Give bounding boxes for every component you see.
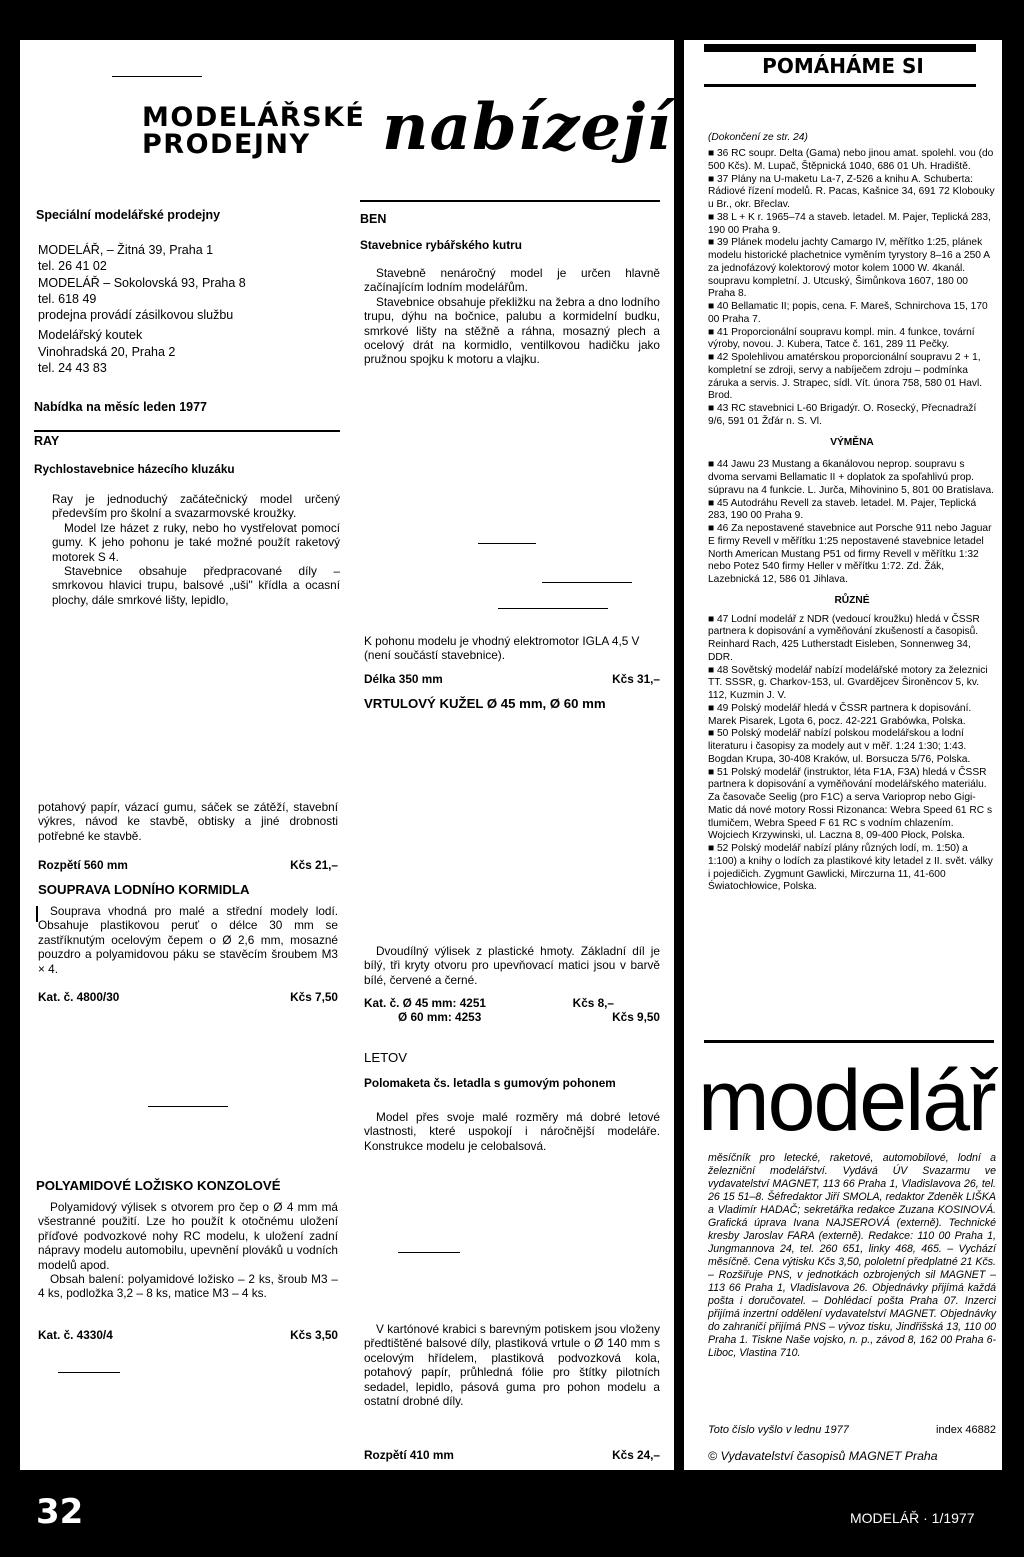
kormidla-cat: Kat. č. 4800/30 — [38, 990, 120, 1004]
ad-text: 36 RC soupr. Delta (Gama) nebo jinou amat. spolehl. vou (do 500 Kčs). M. Lupač, Štěpnická 1040, 686 01 Uh. Hradiště. — [708, 148, 994, 172]
ray-text-cont: potahový papír, vázací gumu, sáček se zátěží, stavební výkres, návod ke stavbě, obtisky a jiné drobnosti potřebné ke stavbě. — [38, 800, 338, 843]
ad-text: 37 Plány na U-maketu La-7, Z-526 a knihu A. Schuberta: Rádiové řízení modelů. R. Pacas, Kašnice 34, 691 72 Klobouky u Br., okr. Břeclav. — [708, 173, 995, 210]
ad-item: ■ 49 Polský modelář hledá v ČSSR partnera k dopisování. Marek Pisarek, Lgota 6, pocz. 42-221 Grabówka, Polska. — [708, 702, 972, 727]
kuzel-cat: Ø 60 mm: 4253 — [398, 1010, 482, 1025]
ray-para: Ray je jednoduchý začátečnický model určený především pro školní a svazarmovské kroužky. — [52, 492, 340, 521]
shop-line: MODELÁŘ, – Žitná 39, Praha 1 — [38, 243, 214, 257]
magazine-issue: MODELÁŘ · 1/1977 — [850, 1510, 975, 1526]
ad-text: 48 Sovětský modelář nabízí modelářské motory za železnici TT. SSSR, g. Charkov-153, ul. Gvardějcev Široněncov 5, kv. 112, Kuzmin J. V. — [708, 664, 988, 701]
ray-price: Kčs 21,– — [290, 858, 338, 872]
ray-span: Rozpětí 560 mm — [38, 858, 128, 872]
lozisko-text — [38, 1200, 338, 1301]
ad-text: 49 Polský modelář hledá v ČSSR partnera k dopisování. Marek Pisarek, Lgota 6, pocz. 42-221 Grabówka, Polska. — [708, 702, 972, 727]
ad-text: 44 Jawu 23 Mustang a 6kanálovou neprop. soupravu s dvoma servami Bellamatic II + doplatok za spoľahlivú prop. súpravu na 4 funkcie. L. Jurča, Mihovinino 5, 801 00 Bratislava. — [708, 459, 994, 496]
kuzel-price: Kčs 9,50 — [612, 1010, 660, 1025]
letov-span: Rozpětí 410 mm — [364, 1448, 454, 1462]
letov-title: LETOV — [364, 1050, 408, 1065]
shop-line: prodejna provádí zásilkovou službu — [38, 308, 234, 322]
ad-text: 41 Proporcionální soupravu kompl. min. 4 funkce, tovární výroby, novou. J. Kubera, Tatce č. 161, 289 11 Pečky. — [708, 326, 975, 351]
header-script: nabízejí — [382, 90, 672, 165]
ben-motor-text: K pohonu modelu je vhodný elektromotor IGLA 4,5 V (není součástí stavebnice). — [364, 634, 640, 663]
shop-line: MODELÁŘ – Sokolovská 93, Praha 8 — [38, 275, 246, 290]
ad-text: 39 Plánek modelu jachty Camargo IV, měřítko 1:25, plánek modelu historické plachetnice vyměním tyrystory 8–16 a 250 A za jednofázový kolektorový motor kolem 1000 W. 4kanál. soupravu kompletní. J. Utcuský, Šimůnkova 1607, 180 00 Praha 8. — [708, 237, 990, 300]
ray-para: Model lze házet z ruky, nebo ho vystřelovat pomocí gumy. K jeho pohonu je také možné použít raketový motorek S 4. — [52, 520, 340, 564]
ben-text — [364, 266, 660, 367]
ad-text: 46 Za nepostavené stavebnice aut Porsche 911 nebo Jaguar E firmy Revell v měřítku 1:25 nepostavené stavebnice letadel North American Mustang P51 od firmy Revell v měřítku 1:32 nebo Potez 540 firmy Heller v měřítku 1:72. Zd. Žák, Lazebnická 12, 586 01 Jihlava. — [708, 523, 992, 585]
lozisko-cat: Kat. č. 4330/4 — [38, 1328, 113, 1342]
ad-item: ■ 50 Polský modelář nabízí polskou modelářskou a lodní literaturu i časopisy za modely aut v měř. 1:24 1:30; 1:43. Bogdan Krupa, 30-408 Kraków, ul. Borsucza 5/76, Polska. — [708, 728, 971, 765]
kuzel-spec-row — [364, 1010, 660, 1024]
kormidla-text: Souprava vhodná pro malé a střední modely lodí. Obsahuje plastikovou peruť o délce 30 mm se zastříknutým ocelovým čepem o Ø 2,6 mm, mosazné pouzdro a polyamidovou páku se stavěcím šroubem M3 × 4. — [38, 904, 338, 976]
ben-subtitle: Stavebnice rybářského kutru — [360, 238, 522, 252]
header-title — [142, 104, 365, 158]
ad-text: 42 Spolehlivou amatérskou proporcionální soupravu 2 + 1, kompletní se zdroji, servy a nabíječem zdroju – podmínka záruka a servis. J. Strapec, sídl. Vít. února 758, 580 01 Havl. Brod. — [708, 352, 983, 402]
middle-top-rule — [360, 200, 660, 202]
ad-item: ■ 40 Bellamatic II; popis, cena. F. Mareš, Schnirchova 15, 170 00 Praha 7. — [708, 301, 988, 325]
letov-spec-row — [364, 1448, 660, 1462]
lozisko-spec-row — [38, 1328, 338, 1342]
lozisko-para: Obsah balení: polyamidové ložisko – 2 ks, šroub M3 – 4 ks, podložka 3,2 – 8 ks, matice M3 – 4 ks. — [38, 1271, 338, 1301]
kuzel-spec — [364, 996, 660, 1025]
kormidla-price: Kčs 7,50 — [290, 990, 338, 1004]
offer-heading: Nabídka na měsíc leden 1977 — [34, 400, 208, 414]
shops-heading: Speciální modelářské prodejny — [36, 208, 221, 222]
imprint-text: měsíčník pro letecké, raketové, automobilové, lodní a železniční modelářství. Vydává ÚV Svazarmu ve vydavatelství MAGNET, 113 66 Praha 1, Vladislavova 26, tel. 26 15 51–8. Šéfredaktor Jiří SMOLA, redaktor Zdeněk LIŠKA a Vladimír HADAČ; sekretářka redakce Zuzana KOSINOVÁ. Grafická úprava Ivana NAJSEROVÁ (externě). Technické kresby Jaroslav FARA (externě). Redakce: 110 00 Praha 1, Jungmannova 24, tel. 260 651, linky 468, 465. – Vychází měsíčně. Cena výtisku Kčs 3,50, pololetní předplatné 21 Kčs. – Rozšiřuje PNS, v jednotkách ozbrojených sil MAGNET – 113 66 Praha 1, Vladislavova 26. Objednávky přijímá každá pošta i doručovatel. – Dohlédací pošta Praha 07. Inzerci přijímá inzertní oddělení vydavatelství MAGNET. Objednávky do zahraničí přijímá PNS – vývoz tisku, Jindřišská 13, 110 00 Praha 1. Tiskne Naše vojsko, n. p., závod 8, 162 00 Praha 6-Liboc, Vlastina 710. — [708, 1152, 996, 1360]
issue-index: index 46882 — [936, 1424, 996, 1436]
ben-spec-row — [364, 672, 660, 686]
ad-text: 43 RC stavebnici L-60 Brigadýr. O. Rosecký, Přecnadraží 9/6, 591 01 Žďár n. S. Vl. — [708, 403, 977, 427]
shop-line: tel. 618 49 — [38, 291, 97, 306]
vymena-title: VÝMĚNA — [830, 436, 874, 448]
side-panel — [684, 40, 1002, 1470]
ray-title: RAY — [34, 434, 60, 448]
lozisko-price: Kčs 3,50 — [290, 1328, 338, 1342]
shop-line: tel. 24 43 83 — [38, 360, 107, 375]
ad-item: ■ 42 Spolehlivou amatérskou proporcionální soupravu 2 + 1, kompletní se zdroji, servy a nabíječem zdroju – podmínka záruka a servis. J. Strapec, sídl. Vít. února 758, 580 01 Havl. Brod. — [708, 352, 983, 402]
ad-item: ■ 48 Sovětský modelář nabízí modelářské motory za železnici TT. SSSR, g. Charkov-153, ul. Gvardějcev Široněncov 5, kv. 112, Kuzmin J. V. — [708, 664, 988, 701]
ad-item: ■ 44 Jawu 23 Mustang a 6kanálovou neprop. soupravu s dvoma servami Bellamatic II + doplatok za spoľahlivú prop. súpravu na 4 funkcie. L. Jurča, Mihovinino 5, 801 00 Bratislava. — [708, 459, 994, 496]
ad-item: ■ 43 RC stavebnici L-60 Brigadýr. O. Rosecký, Přecnadraží 9/6, 591 01 Žďár n. S. Vl. — [708, 403, 977, 427]
masthead-rule — [704, 1040, 994, 1043]
lozisko-para: Polyamidový výlisek s otvorem pro čep o Ø 4 mm má všestranné použití. Lze ho použít k otočnému uložení příďové podvozkové nohy RC modelu, k uložení zadní nápravy modelu automobilu, upevnění plováků u vodních modelů apod. — [38, 1200, 338, 1272]
issue-date: Toto číslo vyšlo v lednu 1977 — [708, 1424, 849, 1436]
ad-item: ■ 36 RC soupr. Delta (Gama) nebo jinou amat. spolehl. vou (do 500 Kčs). M. Lupač, Štěpnická 1040, 686 01 Uh. Hradiště. — [708, 148, 994, 172]
banner-rule-top — [704, 44, 976, 52]
kuzel-price: Kčs 8,– — [572, 996, 614, 1010]
issue-row — [708, 1424, 996, 1438]
letov-subtitle: Polomaketa čs. letadla s gumovým pohonem — [364, 1076, 616, 1090]
ad-item: ■ 47 Lodní modelář z NDR (vedoucí kroužku) hledá v ČSSR partnera k dopisování a vyměňování zkušeností a časopisů. Reinhard Rach, 425 Lutherstadt Eisleben, Sonnenweg 34, DDR. — [708, 613, 980, 663]
ben-title: BEN — [360, 212, 387, 226]
kuzel-title: VRTULOVÝ KUŽEL Ø 45 mm, Ø 60 mm — [364, 696, 606, 711]
kormidla-title: SOUPRAVA LODNÍHO KORMIDLA — [38, 882, 250, 897]
banner-rule-bottom — [704, 84, 976, 87]
letov-text: Model přes svoje malé rozměry má dobré letové vlastnosti, které uspokojí i náročnější modeláře. Konstrukce modelu je celobalsová. — [364, 1110, 660, 1153]
ad-item: ■ 38 L + K r. 1965–74 a staveb. letadel. M. Pajer, Teplická 283, 190 00 Praha 9. — [708, 211, 991, 236]
ben-length: Délka 350 mm — [364, 672, 443, 686]
shop-line: Modelářský koutek — [38, 328, 143, 343]
separator-line — [148, 1106, 228, 1107]
separator-line — [498, 608, 608, 609]
kuzel-text: Dvoudílný výlisek z plastické hmoty. Základní díl je bílý, tři kryty otvoru pro upevňovací matici jsou v barvě bílé, červené a černé. — [364, 944, 660, 987]
ad-item: ■ 51 Polský modelář (instruktor, léta F1A, F3A) hledá v ČSSR partnera k dopisování a vyměňování modelářského materiálu. Za časovače Seelig (pro F1C) a serva Varioprop nebo Gigi-Matic dá nové motory Rossi Rizonanca: Webra Speed 61 RC s tlumičem, Webra Speed F 61 RC s vodním chlazením. Wojciech Krzywinski, ul. Laczna 8, 09-400 Płock, Polska. — [708, 766, 993, 842]
ruzne-title: RŮZNÉ — [834, 594, 870, 606]
ray-text — [52, 492, 340, 607]
ad-text: 50 Polský modelář nabízí polskou modelářskou a lodní literaturu i časopisy za modely aut v měř. 1:24 1:30; 1:43. Bogdan Krupa, 30-408 Kraków, ul. Borsucza 5/76, Polska. — [708, 728, 971, 765]
shop-line: tel. 26 41 02 — [38, 259, 107, 274]
letov-contents: V kartónové krabici s barevným potiskem jsou vloženy předtištěné balsové díly, plastiková vrtule o Ø 140 mm s ocelovým hřídelem, plastiková podvozková kola, potahový papír, průhledná fólie pro štítky pilotních sedadel, lepidlo, pásová guma pro pohon modelu a ostatní drobné díly. — [364, 1322, 660, 1408]
ray-para: Stavebnice obsahuje předpracované díly – smrkovou hlavici trupu, balsové „uši" křídla a ocasní plochy, dále smrkové lišty, lepidlo, — [52, 563, 340, 607]
header-rule-top — [112, 76, 202, 77]
banner-title: POMÁHÁME SI — [762, 54, 924, 78]
shop-line: Vinohradská 20, Praha 2 — [38, 344, 176, 359]
ad-text: 47 Lodní modelář z NDR (vedoucí kroužku) hledá v ČSSR partnera k dopisování a vyměňování zkušeností a časopisů. Reinhard Rach, 425 Lutherstadt Eisleben, Sonnenweg 34, DDR. — [708, 613, 980, 663]
copyright: © Vydavatelství časopisů MAGNET Praha — [708, 1449, 938, 1463]
ads-list — [708, 148, 996, 894]
main-panel — [20, 40, 674, 1470]
ad-text: 51 Polský modelář (instruktor, léta F1A, F3A) hledá v ČSSR partnera k dopisování a vyměňování modelářského materiálu. Za časovače Seelig (pro F1C) a serva Varioprop nebo Gigi-Matic dá nové motory Rossi Rizonanca: Webra Speed 61 RC s tlumičem, Webra Speed F 61 RC s vodním chlazením. Wojciech Krzywinski, ul. Laczna 8, 09-400 Płock, Polska. — [708, 766, 993, 842]
ben-para: Stavebnice obsahuje překližku na žebra a dno lodního trupu, dýhu na bočnice, palubu a kormidelní budku, smrkové lišty na stěžně a ráhna, mosazný plech a ocelový drát na kormidlo, ventilkovou hadičku jako pružnou spojku k motoru a vlajku. — [364, 294, 660, 367]
ad-item: ■ 41 Proporcionální soupravu kompl. min. 4 funkce, tovární výroby, novou. J. Kubera, Tatce č. 161, 289 11 Pečky. — [708, 326, 975, 351]
letov-price: Kčs 24,– — [612, 1448, 660, 1462]
ben-price: Kčs 31,– — [612, 672, 660, 686]
ad-item: ■ 37 Plány na U-maketu La-7, Z-526 a knihu A. Schuberta: Rádiové řízení modelů. R. Pacas, Kašnice 34, 691 72 Klobouky u Br., okr. Břeclav. — [708, 173, 995, 210]
page-number: 32 — [36, 1492, 84, 1532]
offer-rule — [34, 430, 340, 432]
ad-item: ■ 52 Polský modelář nabízí plány různých lodí, m. 1:50) a 1:100) a knihy o lodích za plastikové kity letadel z II. svět. války i pojedičich. Zygmunt Gawlicki, Mirczurna 11, 41-600 Światochłowice, Polska. — [708, 843, 993, 893]
ad-item: ■ 45 Autodráhu Revell za staveb. letadel. M. Pajer, Teplická 283, 190 00 Praha 9. — [708, 497, 977, 522]
ben-para: Stavebně nenáročný model je určen hlavně začínajícím lodním modelářům. — [364, 266, 660, 295]
ad-text: 52 Polský modelář nabízí plány různých lodí, m. 1:50) a 1:100) a knihy o lodích za plastikové kity letadel z II. svět. války i pojedičich. Zygmunt Gawlicki, Mirczurna 11, 41-600 Światochłowice, Polska. — [708, 843, 993, 893]
ray-spec-row — [38, 858, 338, 872]
separator-line — [398, 1252, 460, 1253]
ray-subtitle: Rychlostavebnice házecího kluzáku — [34, 462, 235, 476]
continuation-note: (Dokončení ze str. 24) — [708, 132, 808, 143]
kormidla-spec-row — [38, 990, 338, 1004]
ad-text: 40 Bellamatic II; popis, cena. F. Mareš, Schnirchova 15, 170 00 Praha 7. — [708, 301, 988, 325]
ad-item: ■ 46 Za nepostavené stavebnice aut Porsche 911 nebo Jaguar E firmy Revell v měřítku 1:25 nepostavené stavebnice letadel North American Mustang P51 od firmy Revell v měřítku 1:32 nebo Potez 540 firmy Heller v měřítku 1:72. Zd. Žák, Lazebnická 12, 586 01 Jihlava. — [708, 523, 992, 585]
header-line1: MODELÁŘSKÉ — [142, 102, 366, 133]
shops-list — [38, 242, 328, 376]
kuzel-spec-row — [364, 996, 614, 1010]
lozisko-title: POLYAMIDOVÉ LOŽISKO KONZOLOVÉ — [36, 1178, 281, 1193]
separator-line — [58, 1372, 120, 1373]
masthead-logo: modelář — [698, 1053, 995, 1149]
header-line2: PRODEJNY — [142, 129, 311, 160]
separator-line — [542, 582, 632, 583]
ad-text: 45 Autodráhu Revell za staveb. letadel. M. Pajer, Teplická 283, 190 00 Praha 9. — [708, 497, 977, 522]
ad-item: ■ 39 Plánek modelu jachty Camargo IV, měřítko 1:25, plánek modelu historické plachetnice vyměním tyrystory 8–16 a 250 A za jednofázový kolektorový motor kolem 1000 W. 4kanál. soupravu kompletní. J. Utcuský, Šimůnkova 1607, 180 00 Praha 8. — [708, 237, 990, 300]
ad-text: 38 L + K r. 1965–74 a staveb. letadel. M. Pajer, Teplická 283, 190 00 Praha 9. — [708, 211, 991, 236]
kuzel-cat: Kat. č. Ø 45 mm: 4251 — [364, 996, 486, 1010]
separator-line — [478, 543, 536, 544]
